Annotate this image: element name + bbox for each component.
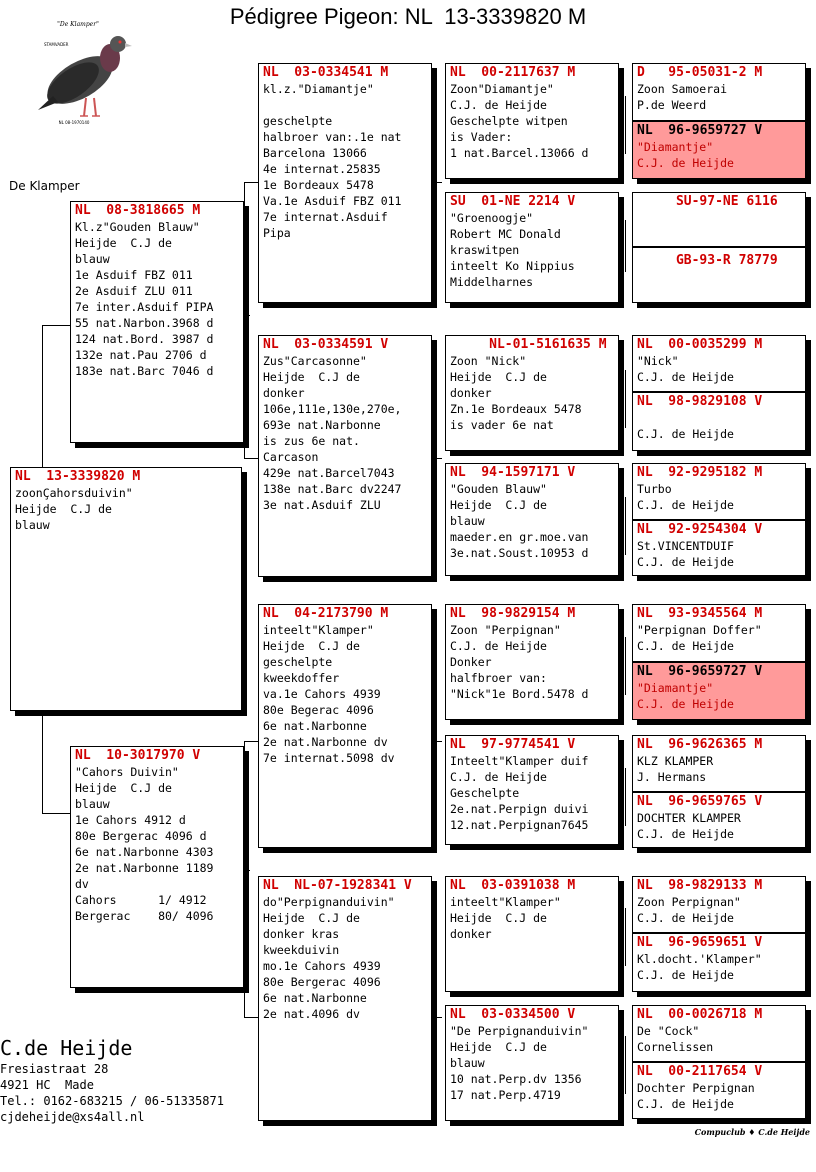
ring-number: NL 98-9829133 M [637,878,763,893]
info-line: Pipa [263,226,291,240]
connector [625,497,626,555]
ring-number: NL 03-0334500 V [450,1007,576,1022]
info-line: Middelharnes [450,275,534,289]
info-line: "Nick"1e Bord.5478 d [450,687,589,701]
ring-number: SU-97-NE 6116 [660,194,778,209]
pigeon-card-great-grandparent[interactable] [445,604,619,720]
pigeon-card-great-grandparent[interactable] [445,876,619,992]
info-line: Zoon"Diamantje" [450,82,554,96]
nickname-label: De Klamper [9,179,80,193]
connector [436,127,437,245]
info-line: C.J. de Heijde [637,156,734,170]
info-line: 1e Cahors 4912 d [75,813,186,827]
info-line: Kl.docht.'Klamper" [637,952,762,966]
info-line: 4e internat.25835 [263,162,381,176]
info-line: do"Perpignanduivin" [263,895,395,909]
info-line: donker [263,386,305,400]
info-line: halfbroer van: [450,671,547,685]
info-line: 183e nat.Barc 7046 d [75,364,214,378]
connector [625,96,626,154]
info-line: Cahors 1/ 4912 [75,893,207,907]
connector [625,1036,626,1094]
ring-number: NL 93-9345564 M [637,606,763,621]
info-line: C.J. de Heijde [450,98,547,112]
info-line: is Vader: [450,130,513,144]
ring-number: NL 96-9659727 V [637,664,763,679]
info-line: kweekdoffer [263,671,340,685]
pigeon-card-ggg[interactable] [632,876,806,933]
info-line: inteelt Ko Nippius [450,259,575,273]
info-line: C.J. de Heijde [450,639,547,653]
info-line: 6e nat.Narbonne [263,719,367,733]
info-line: 80e Begerac 4096 [263,703,374,717]
info-line: "Cahors Duivin" [75,765,179,779]
info-line: Donker [450,655,492,669]
info-line: 7e inter.Asduif PIPA [75,300,214,314]
info-line: C.J. de Heijde [637,697,734,711]
pigeon-card-ggg[interactable] [632,933,806,992]
info-line: Heijde C.J de [450,370,547,384]
connector [436,400,437,518]
ring-number: D 95-05031-2 M [637,65,763,80]
info-line: DOCHTER KLAMPER [637,811,741,825]
info-line: C.J. de Heijde [637,427,734,441]
connector [436,935,437,1056]
page-title: Pédigree Pigeon: NL 13-3339820 M [229,4,587,29]
info-line: donker [450,386,492,400]
connector [244,870,250,871]
info-line: C.J. de Heijde [637,370,734,384]
ring-number: NL 94-1597171 V [450,465,576,480]
owner-email[interactable]: cjdeheijde@xs4all.nl [0,1110,145,1124]
info-line: Heijde C.J de [263,639,360,653]
info-line: C.J. de Heijde [637,968,734,982]
pigeon-card-ggg-highlighted[interactable] [632,121,806,179]
ring-number: NL 96-9659765 V [637,794,763,809]
info-line: 1e Bordeaux 5478 [263,178,374,192]
info-line: Turbo [637,482,672,496]
info-line: C.J. de Heijde [450,770,547,784]
info-line: 10 nat.Perp.dv 1356 [450,1072,582,1086]
connector [244,315,250,316]
connector [436,458,442,459]
pigeon-card-ggg-highlighted[interactable] [632,662,806,720]
info-line: "De Perpignanduivin" [450,1024,589,1038]
info-line: 138e nat.Barc dv2247 [263,482,402,496]
info-line: 7e internat.5098 dv [263,751,395,765]
info-line: 12.nat.Perpignan7645 [450,818,589,832]
info-line: 106e,111e,130e,270e, [263,402,402,416]
info-line: Dochter Perpignan [637,1081,755,1095]
info-line: C.J. de Heijde [637,911,734,925]
connector [625,220,626,272]
photo-caption-mid: STAMVADER [44,42,69,47]
info-line: mo.1e Cahors 4939 [263,959,381,973]
info-line: blauw [75,252,110,266]
connector [42,710,43,813]
info-line: Heijde C.J de [75,236,172,250]
info-line: 132e nat.Pau 2706 d [75,348,207,362]
info-line: 7e internat.Asduif [263,210,388,224]
pigeon-card-ggg[interactable] [632,63,806,121]
info-line: 55 nat.Narbon.3968 d [75,316,214,330]
pigeon-card-grandparent[interactable] [258,876,432,1121]
info-line: 80e Bergerac 4096 [263,975,381,989]
info-line: C.J. de Heijde [637,498,734,512]
info-line: is vader 6e nat [450,418,554,432]
info-line: Heijde C.J de [450,498,547,512]
info-line: Carcason [263,450,319,464]
info-line: kweekduivin [263,943,340,957]
info-line: Zoon Perpignan" [637,895,741,909]
pigeon-card-grandparent[interactable] [258,604,432,848]
owner-street: Fresiastraat 28 [0,1062,109,1076]
ring-number: NL 92-9254304 V [637,522,763,537]
info-line: "Nick" [637,354,679,368]
ring-number: NL 92-9295182 M [637,465,763,480]
pigeon-card-grandparent[interactable] [258,335,432,577]
connector [625,908,626,966]
ring-number: NL 00-0026718 M [637,1007,763,1022]
connector [42,325,70,326]
pigeon-card-ggg[interactable] [632,335,806,392]
connector [625,768,626,826]
info-line: 6e nat.Narbonne [263,991,367,1005]
info-line: "Diamantje" [637,140,714,154]
info-line: KLZ KLAMPER [637,754,714,768]
info-line: halbroer van:.1e nat [263,130,402,144]
ring-number: SU 01-NE 2214 V [450,194,576,209]
ring-number: GB-93-R 78779 [660,253,778,268]
ring-number: NL 04-2173790 M [263,606,389,621]
connector [625,637,626,695]
ring-number: NL 03-0334591 V [263,337,389,352]
ring-number: NL 98-9829108 V [637,394,763,409]
info-line: 124 nat.Bord. 3987 d [75,332,214,346]
info-line: blauw [75,797,110,811]
ring-number: NL 00-2117637 M [450,65,576,80]
info-line: 2e nat.Narbonne dv [263,735,388,749]
info-line: Barcelona 13066 [263,146,367,160]
info-line: inteelt"Klamper" [450,895,561,909]
pigeon-card-ggg[interactable] [632,604,806,662]
pigeon-card-ggg[interactable] [632,192,806,247]
owner-name: C.de Heijde [0,1036,133,1060]
info-line: donker kras [263,927,340,941]
ring-number: NL 97-9774541 V [450,737,576,752]
pigeon-photo [18,18,138,128]
connector [244,182,258,183]
info-line: Zoon "Perpignan" [450,623,561,637]
connector [436,182,442,183]
info-line: "Perpignan Doffer" [637,623,762,637]
info-line: Robert MC Donald [450,227,561,241]
info-line: maeder.en gr.moe.van [450,530,589,544]
info-line: "Groenoogje" [450,211,534,225]
pigeon-card-great-grandparent[interactable] [445,63,619,179]
connector [244,741,245,1017]
info-line: zoonÇahorsduivin" [15,486,133,500]
connector [244,458,258,459]
photo-caption-top: "De Klamper" [57,21,99,28]
info-line: Heijde C.J de [450,1040,547,1054]
ring-number: NL 96-9659651 V [637,935,763,950]
info-line: Cornelissen [637,1040,714,1054]
info-line: blauw [15,518,50,532]
ring-number: NL NL-07-1928341 V [263,878,412,893]
info-line: is zus 6e nat. [263,434,360,448]
info-line: 693e nat.Narbonne [263,418,381,432]
info-line: C.J. de Heijde [637,827,734,841]
pigeon-card-ggg[interactable] [632,1062,806,1119]
connector [42,325,43,468]
ring-number: NL 03-0334541 M [263,65,389,80]
pigeon-card-great-grandparent[interactable] [445,735,619,845]
ring-number: NL 08-3818665 M [75,203,201,218]
info-line: Kl.z"Gouden Blauw" [75,220,200,234]
info-line: P.de Weerd [637,98,707,112]
pigeon-card-grandparent[interactable] [258,63,432,303]
ring-number: NL 98-9829154 M [450,606,576,621]
connector [436,741,442,742]
info-line: St.VINCENTDUIF [637,539,734,553]
ring-number: NL-01-5161635 M [450,337,607,352]
info-line: J. Hermans [637,770,707,784]
info-line [633,410,805,426]
info-line [259,97,431,113]
info-line: 80e Bergerac 4096 d [75,829,207,843]
connector [436,661,437,786]
ring-number: NL 00-0035299 M [637,337,763,352]
info-line: 2e.nat.Perpign duivi [450,802,589,816]
pigeon-card-ggg[interactable] [632,392,806,451]
info-line: Inteelt"Klamper duif [450,754,589,768]
info-line: geschelpte [263,114,333,128]
info-line: "Gouden Blauw" [450,482,547,496]
pigeon-card-ggg[interactable] [632,1005,806,1062]
info-line: 6e nat.Narbonne 4303 [75,845,214,859]
connector [244,1017,258,1018]
info-line: 2e nat.Narbonne 1189 [75,861,214,875]
info-line: kl.z."Diamantje" [263,82,374,96]
info-line: Geschelpte [450,786,520,800]
info-line: blauw [450,514,485,528]
info-line: Zn.1e Bordeaux 5478 [450,402,582,416]
info-line: 1 nat.Barcel.13066 d [450,146,589,160]
info-line: Bergerac 80/ 4096 [75,909,214,923]
pigeon-card-father[interactable] [70,201,244,443]
info-line: Heijde C.J de [263,911,360,925]
ring-number: NL 10-3017970 V [75,748,201,763]
pigeon-card-great-grandparent[interactable] [445,335,619,451]
info-line: Va.1e Asduif FBZ 011 [263,194,402,208]
pigeon-card-ggg[interactable] [632,520,806,576]
info-line: kraswitpen [450,243,520,257]
ring-number: NL 00-2117654 V [637,1064,763,1079]
connector [244,741,258,742]
info-line: Zoon Samoerai [637,82,728,96]
info-line: 2e nat.4096 dv [263,1007,360,1021]
footer-credit: Compuclub ♦ C.de Heijde [694,1127,810,1137]
pigeon-card-great-grandparent[interactable] [445,463,619,576]
info-line: 3e nat.Asduif ZLU [263,498,381,512]
info-line: 17 nat.Perp.4719 [450,1088,561,1102]
info-line: C.J. de Heijde [637,639,734,653]
info-line: Heijde C.J de [263,370,360,384]
info-line: "Diamantje" [637,681,714,695]
info-line: geschelpte [263,655,333,669]
info-line: blauw [450,1056,485,1070]
info-line: De "Cock" [637,1024,700,1038]
info-line: 2e Asduif ZLU 011 [75,284,193,298]
connector [625,370,626,428]
pigeon-card-ggg[interactable] [632,792,806,848]
info-line: Zoon "Nick" [450,354,527,368]
owner-phone: Tel.: 0162-683215 / 06-51335871 [0,1094,224,1108]
owner-city: 4921 HC Made [0,1078,94,1092]
pigeon-card-ggg[interactable] [632,463,806,520]
info-line: Heijde C.J de [15,502,112,516]
pigeon-card-great-grandparent[interactable] [445,1005,619,1121]
pigeon-card-subject[interactable] [10,467,242,711]
info-line: C.J. de Heijde [637,555,734,569]
info-line: va.1e Cahors 4939 [263,687,381,701]
info-line: Zus"Carcasonne" [263,354,367,368]
ring-number: NL 03-0391038 M [450,878,576,893]
info-line: 429e nat.Barcel7043 [263,466,395,480]
info-line: 3e.nat.Soust.10953 d [450,546,589,560]
connector [244,182,245,458]
pigeon-card-mother[interactable] [70,746,244,988]
info-line: Geschelpte witpen [450,114,568,128]
photo-caption-bottom: NL 08-1970140 [58,120,90,125]
pigeon-card-great-grandparent[interactable] [445,192,619,303]
info-line: Heijde C.J de [450,911,547,925]
info-line: dv [75,877,89,891]
connector [436,1017,442,1018]
ring-number: NL 96-9659727 V [637,123,763,138]
info-line: donker [450,927,492,941]
info-line: C.J. de Heijde [637,1097,734,1111]
ring-number: NL 96-9626365 M [637,737,763,752]
connector [42,813,70,814]
info-line: 1e Asduif FBZ 011 [75,268,193,282]
pigeon-card-ggg[interactable] [632,247,806,303]
pigeon-card-ggg[interactable] [632,735,806,792]
ring-number: NL 13-3339820 M [15,469,141,484]
info-line: Heijde C.J de [75,781,172,795]
info-line: inteelt"Klamper" [263,623,374,637]
